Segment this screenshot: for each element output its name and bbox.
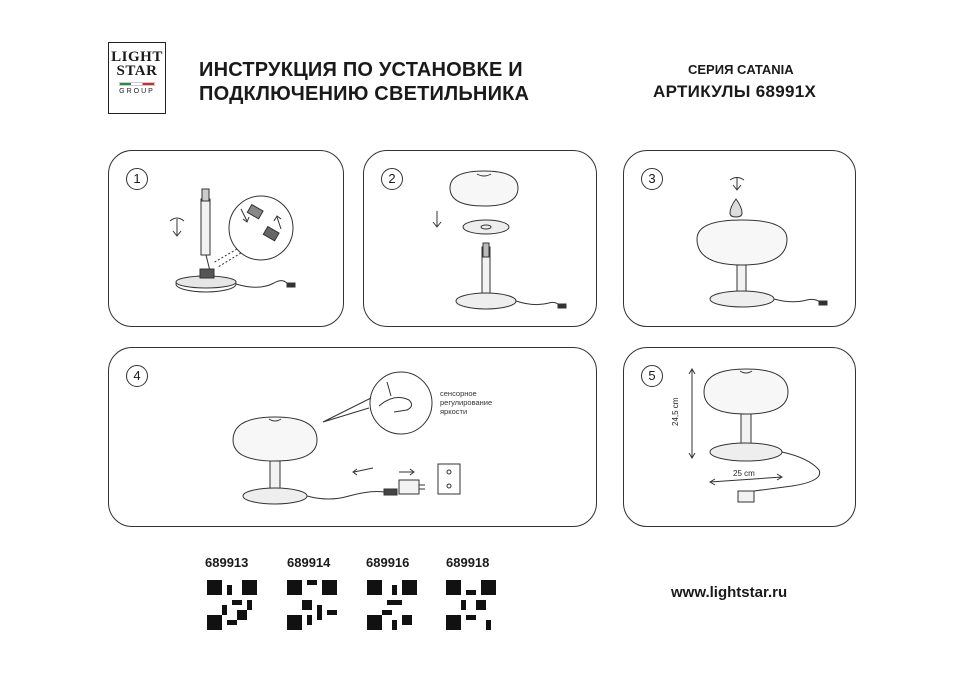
lamp-shade [697, 220, 787, 265]
power-adapter [738, 491, 754, 502]
italian-flag-stripe [119, 82, 155, 86]
step-2-panel [363, 150, 597, 327]
step-4-number: 4 [126, 365, 148, 387]
page-title [199, 58, 529, 106]
socket-icon [438, 464, 460, 494]
step-2-number: 2 [381, 168, 403, 190]
website-url[interactable]: www.lightstar.ru [671, 584, 788, 601]
title-line-2: ПОДКЛЮЧЕНИЮ СВЕТИЛЬНИКА [199, 83, 530, 105]
step-1-illustration [109, 151, 345, 328]
code-label-4: 689918 [446, 555, 490, 570]
lamp-shade [233, 417, 317, 461]
lamp-base [710, 443, 782, 461]
lamp-cable [307, 492, 384, 500]
height-dimension: 24,5 cm [671, 397, 680, 426]
lamp-base [243, 488, 307, 504]
step-5-panel [623, 347, 856, 527]
step-2-illustration [364, 151, 598, 328]
power-adapter [399, 480, 419, 494]
step-3-panel [623, 150, 856, 327]
logo-line-2: STAR [116, 63, 158, 79]
touch-zoom-circle [370, 372, 432, 434]
qr-code-2 [287, 580, 337, 630]
code-label-2: 689914 [287, 555, 331, 570]
logo-line-3: GROUP [119, 88, 155, 95]
code-label-1: 689913 [205, 555, 249, 570]
logo-line-1: LIGHT [111, 49, 163, 65]
step-1-number: 1 [126, 168, 148, 190]
qr-code-3 [367, 580, 417, 630]
step-3-number: 3 [641, 168, 663, 190]
step-5-illustration [624, 348, 857, 528]
article-label: АРТИКУЛЫ 68991X [653, 82, 817, 101]
step-1-panel [108, 150, 344, 327]
touch-note-line-3: яркости [440, 407, 468, 416]
series-label: СЕРИЯ CATANIA [688, 62, 794, 77]
touch-note-line-2: регулирование [440, 398, 493, 407]
height-dimension-line [689, 369, 695, 458]
lamp-cable [774, 299, 821, 303]
step-5-number: 5 [641, 365, 663, 387]
lamp-base [456, 293, 516, 309]
zoom-circle [229, 196, 293, 260]
shade-holder-disc [463, 220, 509, 234]
step-4-panel [108, 347, 597, 527]
lamp-stem [201, 199, 210, 255]
title-line-1: ИНСТРУКЦИЯ ПО УСТАНОВКЕ И [199, 59, 523, 81]
step-4-illustration [109, 348, 598, 528]
touch-dimming-note [440, 389, 492, 416]
bulb-icon [730, 199, 742, 217]
lightstar-logo [108, 42, 166, 114]
lamp-base [710, 291, 774, 307]
width-dimension: 25 cm [733, 469, 755, 478]
lamp-cable [236, 281, 289, 288]
qr-code-1 [207, 580, 257, 630]
touch-note-line-1: сенсорное [440, 389, 477, 398]
code-label-3: 689916 [366, 555, 410, 570]
qr-code-4 [446, 580, 496, 630]
lamp-shade [704, 369, 788, 414]
lamp-cable [516, 301, 560, 306]
step-3-illustration [624, 151, 857, 328]
